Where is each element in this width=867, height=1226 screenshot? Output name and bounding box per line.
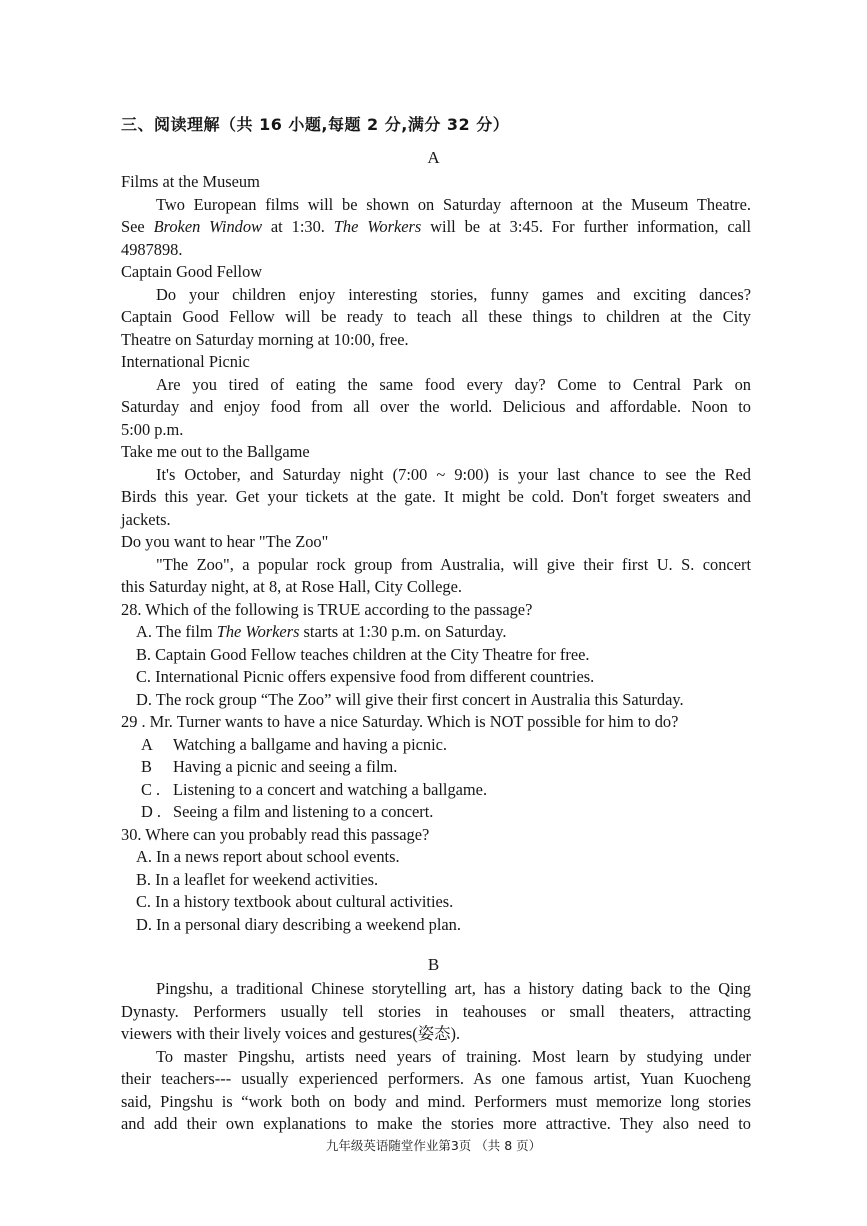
question-28-stem: 28. Which of the following is TRUE according to the passage?: [121, 599, 533, 619]
ad-captain-line-3: Theatre on Saturday morning at 10:00, free.: [121, 329, 409, 349]
ad-captain-line-1: Do your children enjoy interesting stories, funny games and exciting dances?: [156, 284, 751, 304]
ad-films-line-2: See Broken Window at 1:30. The Workers will be at 3:45. For further information, call: [121, 217, 751, 236]
ad-ballgame-line-3: jackets.: [121, 509, 171, 529]
ad-captain-line-2: Captain Good Fellow will be ready to teach all these things to children at the City: [121, 307, 751, 326]
question-30-option-a: A. In a news report about school events.: [136, 847, 400, 866]
question-30-stem: 30. Where can you probably read this passage?: [121, 824, 430, 844]
film-title-the-workers: The Workers: [333, 217, 422, 236]
passage-a: [121, 171, 751, 936]
question-29-stem: 29 . Mr. Turner wants to have a nice Saturday. Which is NOT possible for him to do?: [121, 712, 679, 731]
question-28-option-c: C. International Picnic offers expensive food from different countries.: [136, 667, 595, 686]
film-title-broken-window: Broken Window: [153, 217, 263, 236]
ad-title-captain: Captain Good Fellow: [121, 262, 263, 281]
question-28-option-a: A. The film The Workers starts at 1:30 p.m. on Saturday.: [136, 622, 507, 641]
passage-b-p2-line-3: said, Pingshu is “work both on body and mind. Performers must memorize long stories: [121, 1091, 751, 1111]
ad-picnic-line-3: 5:00 p.m.: [121, 419, 184, 439]
ad-films-line-1: Two European films will be shown on Saturday afternoon at the Museum Theatre.: [156, 194, 751, 214]
passage-b-p2-line-2: their teachers--- usually experienced performers. As one famous artist, Yuan Kuocheng: [121, 1069, 751, 1088]
question-29-option-c: C . Listening to a concert and watching a ballgame.: [141, 779, 488, 799]
ad-films-line-3: 4987898.: [121, 239, 183, 259]
ad-ballgame-line-2: Birds this year. Get your tickets at the gate. It might be cold. Don't forget sweaters and: [121, 487, 751, 506]
ad-title-zoo: Do you want to hear "The Zoo": [121, 532, 329, 551]
page-footer: 九年级英语随堂作业第3页 （共 8 页）: [325, 1138, 542, 1153]
ad-zoo-line-1: "The Zoo", a popular rock group from Australia, will give their first U. S. concert: [156, 554, 751, 574]
question-30-option-c: C. In a history textbook about cultural activities.: [136, 892, 454, 911]
passage-b-p1-line-3: viewers with their lively voices and gestures(姿态).: [121, 1024, 461, 1043]
passage-b-p2-line-4: and add their own explanations to make the stories more attractive. They also need to: [121, 1114, 751, 1133]
question-29-option-b: B Having a picnic and seeing a film.: [141, 757, 398, 776]
ad-title-picnic: International Picnic: [121, 352, 250, 371]
question-28-option-b: B. Captain Good Fellow teaches children at the City Theatre for free.: [136, 644, 590, 664]
question-28-option-d: D. The rock group “The Zoo” will give their first concert in Australia this Saturday.: [136, 689, 684, 709]
passage-b-p1-line-2: Dynasty. Performers usually tell stories in teahouses or small theaters, attracting: [121, 1001, 751, 1021]
question-29-option-d: D . Seeing a film and listening to a concert.: [141, 802, 434, 821]
question-29-option-a: A Watching a ballgame and having a picnic.: [141, 734, 448, 754]
ad-picnic-line-1: Are you tired of eating the same food every day? Come to Central Park on: [156, 374, 751, 394]
section-heading: 三、阅读理解（共 16 小题,每题 2 分,满分 32 分）: [121, 115, 510, 134]
ad-ballgame-line-1: It's October, and Saturday night (7:00 ~ 9:00) is your last chance to see the Red: [156, 464, 751, 484]
ad-picnic-line-2: Saturday and enjoy food from all over the world. Delicious and affordable. Noon to: [121, 397, 751, 416]
passage-b-p2-line-1: To master Pingshu, artists need years of training. Most learn by studying under: [156, 1046, 751, 1066]
ad-title-films: Films at the Museum: [121, 172, 260, 191]
passage-b-letter: B: [427, 955, 440, 974]
ad-zoo-line-2: this Saturday night, at 8, at Rose Hall, City College.: [121, 577, 462, 596]
question-30-option-d: D. In a personal diary describing a weekend plan.: [136, 914, 461, 934]
passage-a-letter: A: [427, 148, 440, 167]
ad-title-ballgame: Take me out to the Ballgame: [121, 442, 310, 461]
passage-b-p1-line-1: Pingshu, a traditional Chinese storytelling art, has a history dating back to the Qing: [156, 979, 751, 998]
question-30-option-b: B. In a leaflet for weekend activities.: [136, 869, 379, 889]
passage-b: [121, 978, 751, 1136]
